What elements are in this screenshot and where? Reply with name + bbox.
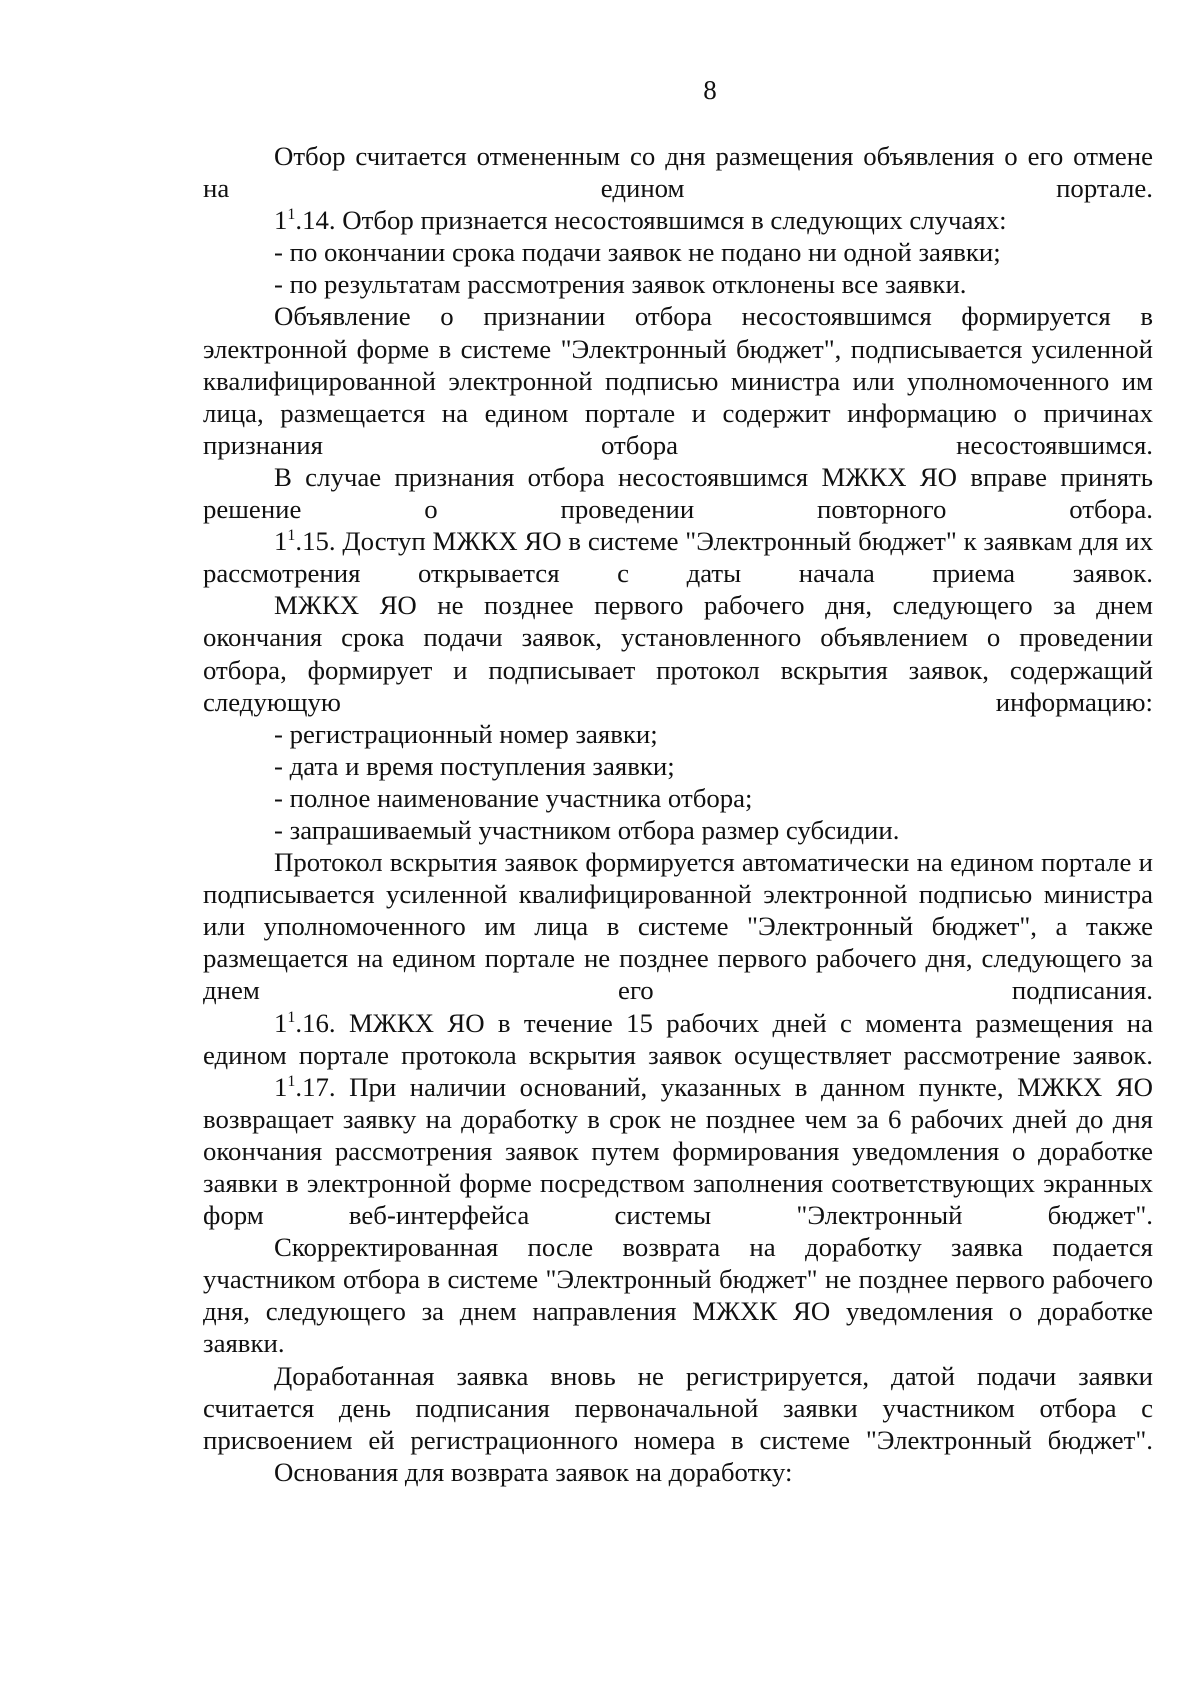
paragraph: В случае признания отбора несостоявшимся МЖКХ ЯО вправе принять решение о проведении повторного отбора. <box>203 461 1153 525</box>
list-item: - регистрационный номер заявки; <box>274 718 658 749</box>
paragraph: Скорректированная после возврата на доработку заявка подается участником отбора в системе "Электронный бюджет" не позднее первого рабочего дня, следующего за днем направления МЖХК ЯО уведомления о доработке заявки. <box>203 1232 1153 1359</box>
paragraph: Доработанная заявка вновь не регистрируется, датой подачи заявки считается день подписания первоначальной заявки участником отбора с присвоением ей регистрационного номера в системе "Электронный бюджет". <box>203 1360 1153 1455</box>
paragraph: Основания для возврата заявок на доработку: <box>274 1456 793 1487</box>
paragraph: МЖКХ ЯО не позднее первого рабочего дня, следующего за днем окончания срока подачи заявок, установленного объявлением о проведении отбора, формирует и подписывает протокол вскрытия заявок, содержащий следующую информацию: <box>203 590 1153 717</box>
clause-1-16: $1^1.16$. МЖКХ ЯО в течение 15 рабочих дней с момента размещения на едином портале протокола вскрытия заявок осуществляет рассмотрение заявок. <box>203 1007 1153 1070</box>
list-item: - по результатам рассмотрения заявок отклонены все заявки. <box>274 269 967 300</box>
list-item: - запрашиваемый участником отбора размер субсидии. <box>274 814 900 845</box>
list-item: - по окончании срока подачи заявок не подано ни одной заявки; <box>274 237 1001 268</box>
paragraph: Протокол вскрытия заявок формируется автоматически на едином портале и подписывается усиленной квалифицированной электронной подписью министра или уполномоченного им лица в системе "Электронный бюджет", а также размещается на едином портале не позднее первого рабочего дня, следующего за днем его подписания. <box>203 847 1153 1006</box>
list-item: - дата и время поступления заявки; <box>274 750 675 781</box>
clause-1-17: $1^1.17$. При наличии оснований, указанных в данном пункте, МЖКХ ЯО возвращает заявку на доработку в срок не позднее чем за 6 рабочих дней до дня окончания рассмотрения заявок путем формирования уведомления о доработке заявки в электронной форме посредством заполнения соответствующих экранных форм веб-интерфейса системы "Электронный бюджет". <box>203 1071 1153 1231</box>
list-item: - полное наименование участника отбора; <box>274 782 753 813</box>
body-text <box>203 140 1153 1488</box>
paragraph: Объявление о признании отбора несостоявшимся формируется в электронной форме в системе "Электронный бюджет", подписывается усиленной квалифицированной электронной подписью министра или уполномоченного им лица, размещается на едином портале и содержит информацию о причинах признания отбора несостоявшимся. <box>203 301 1153 460</box>
page-number: 8 <box>703 75 717 105</box>
paragraph: Отбор считается отмененным со дня размещения объявления о его отмене на едином портале. <box>203 141 1153 204</box>
clause-1-15: $1^1.15$. Доступ МЖКХ ЯО в системе "Электронный бюджет" к заявкам для их рассмотрения открывается с даты начала приема заявок. <box>203 526 1153 589</box>
clause-1-14: $1^1.14$. Отбор признается несостоявшимся в следующих случаях: <box>274 205 1007 236</box>
